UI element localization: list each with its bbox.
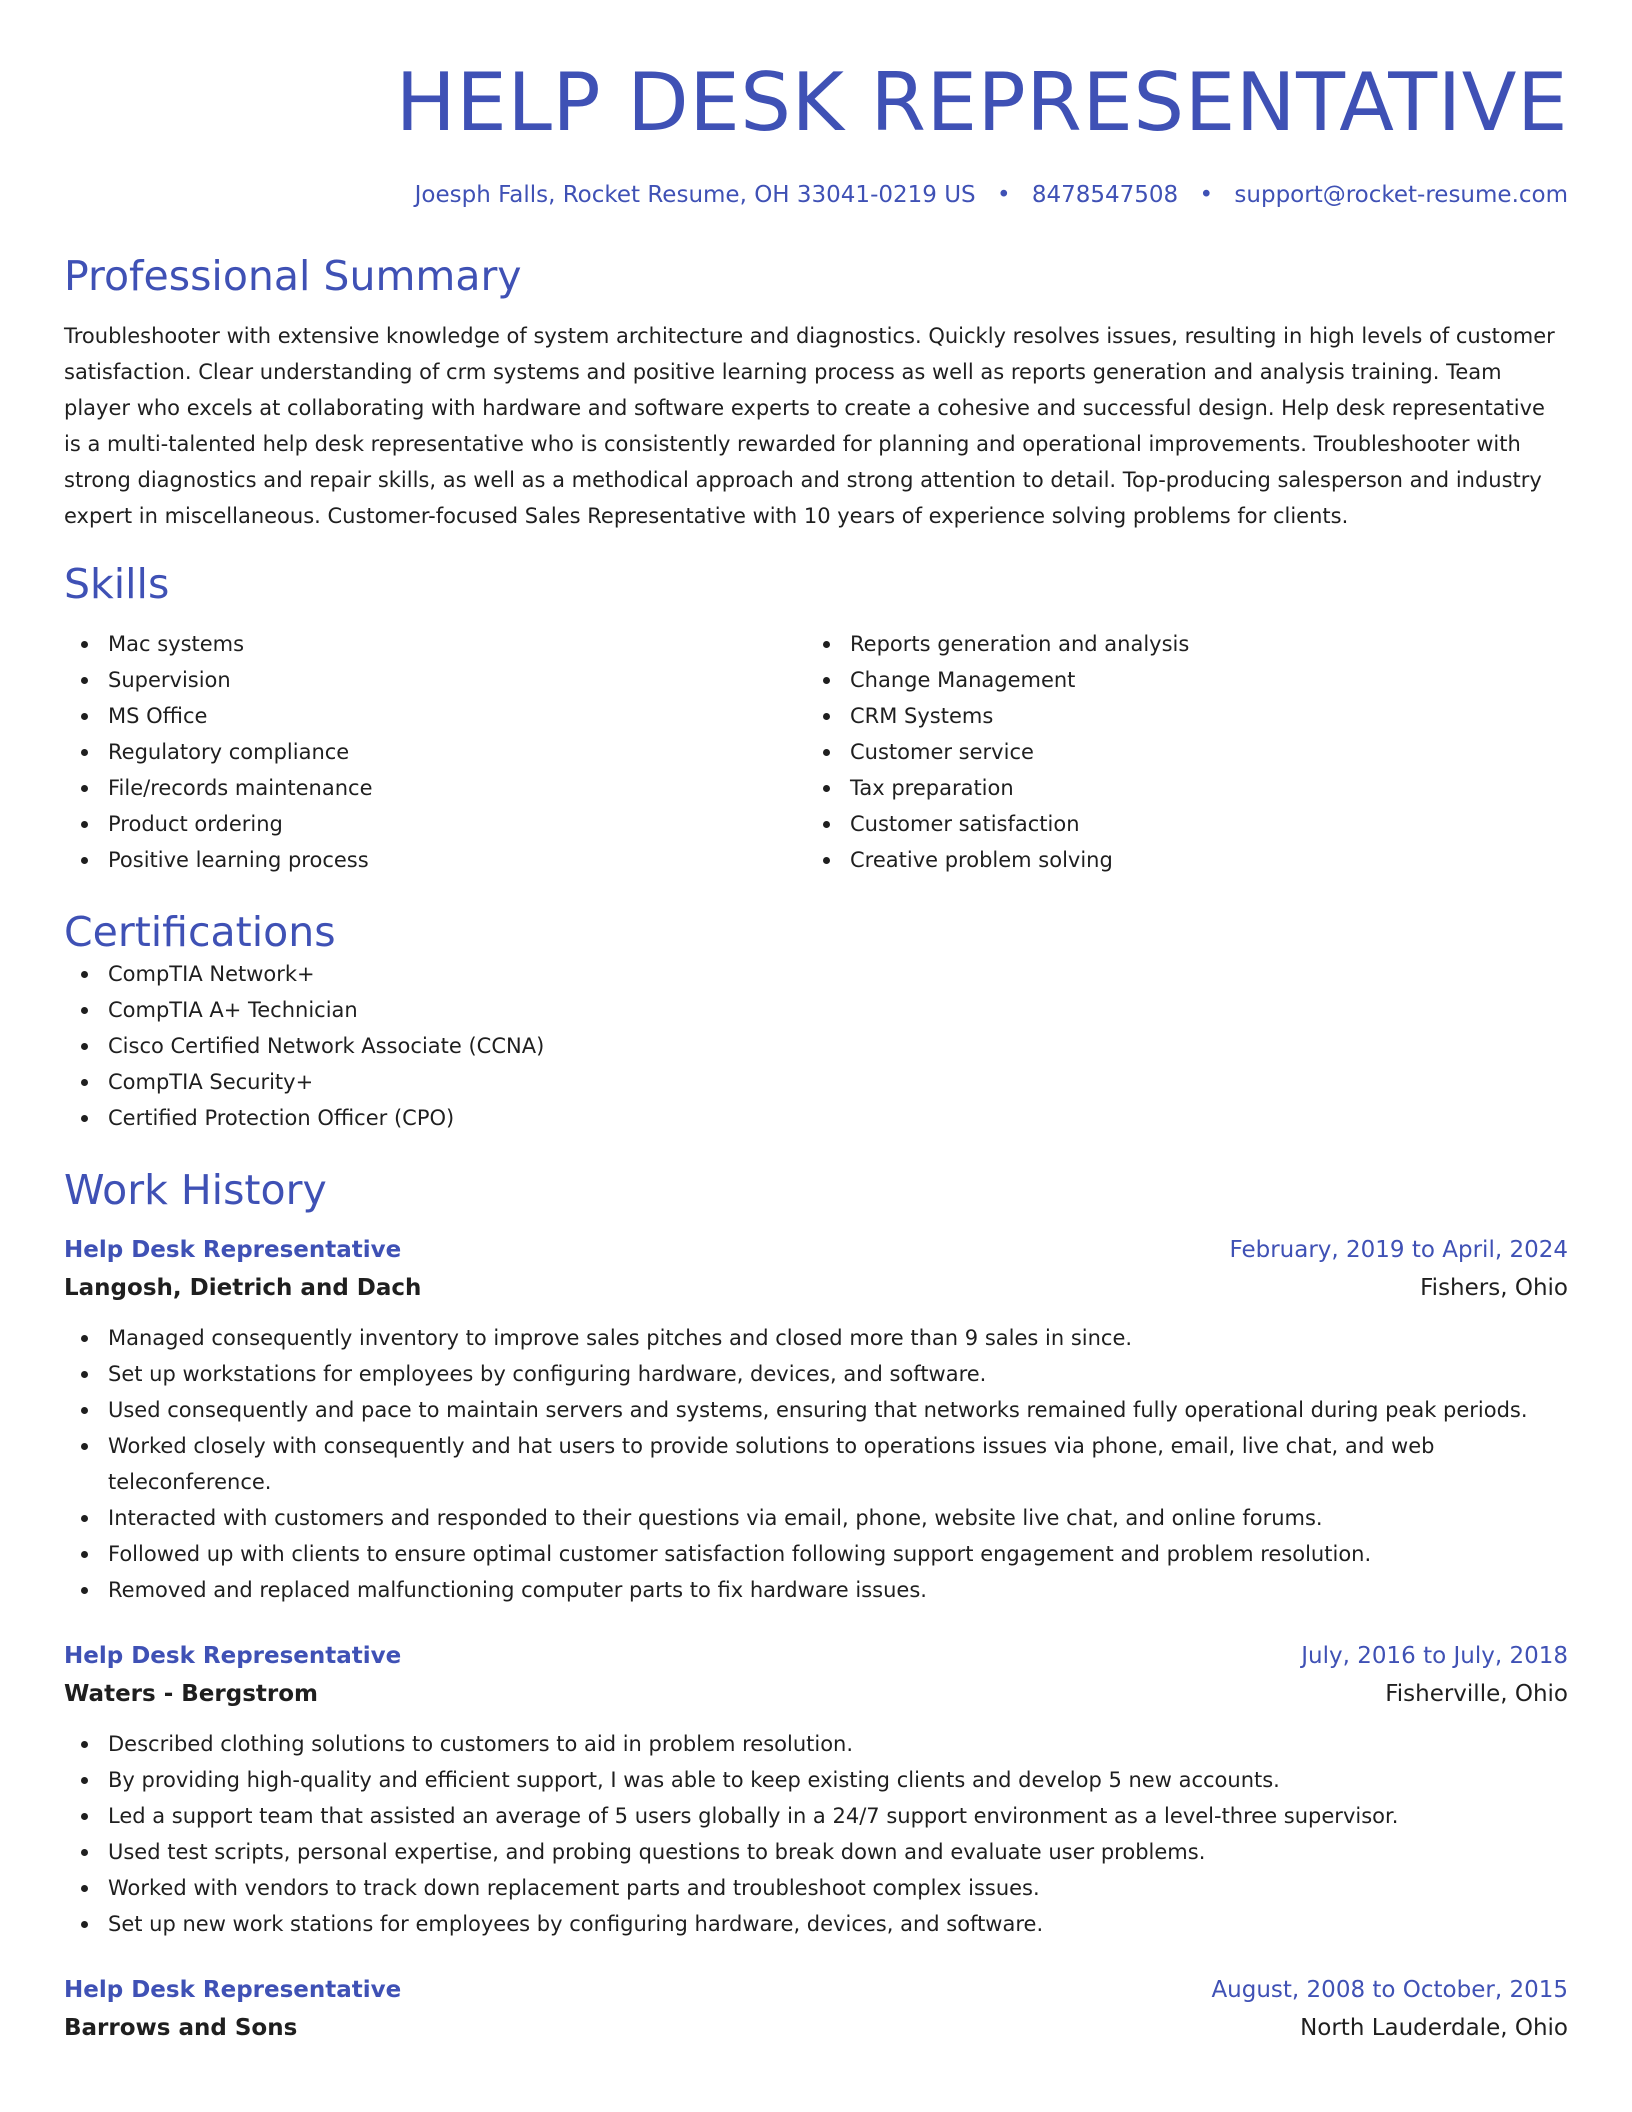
- skill-item: Product ordering: [64, 806, 806, 842]
- job-entry: [64, 1232, 1568, 1608]
- certifications-heading: Certifications: [64, 908, 336, 956]
- job-bullet: Worked closely with consequently and hat users to provide solutions to operations issues via phone, email, live chat, and web teleconference.: [64, 1428, 1568, 1500]
- job-dates: July, 2016 to July, 2018: [1301, 1643, 1568, 1669]
- contact-separator: •: [1199, 182, 1214, 208]
- job-role: Help Desk Representative: [64, 1977, 402, 2003]
- contact-email: support@rocket-resume.com: [1234, 182, 1568, 208]
- job-company: Barrows and Sons: [64, 2015, 298, 2041]
- job-header-row: [64, 1232, 1568, 1268]
- skill-item: Mac systems: [64, 626, 806, 662]
- job-bullet: Removed and replaced malfunctioning computer parts to fix hardware issues.: [64, 1572, 1568, 1608]
- job-bullet: By providing high-quality and efficient support, I was able to keep existing clients and develop 5 new accounts.: [64, 1762, 1568, 1798]
- job-bullet: Described clothing solutions to customers to aid in problem resolution.: [64, 1726, 1568, 1762]
- job-entry: [64, 1972, 1568, 2048]
- job-company-row: [64, 1268, 1568, 1308]
- skill-item: Creative problem solving: [806, 842, 1548, 878]
- skill-item: Customer satisfaction: [806, 806, 1548, 842]
- certification-item: CompTIA Security+: [64, 1064, 1568, 1100]
- certification-item: CompTIA Network+: [64, 956, 1568, 992]
- job-bullet: Used test scripts, personal expertise, and probing questions to break down and evaluate user problems.: [64, 1834, 1568, 1870]
- skills-columns: [64, 626, 1568, 878]
- job-bullet: Set up new work stations for employees by configuring hardware, devices, and software.: [64, 1906, 1568, 1942]
- resume-header: [64, 0, 1568, 210]
- job-bullets: [64, 1320, 1568, 1608]
- job-bullet: Worked with vendors to track down replacement parts and troubleshoot complex issues.: [64, 1870, 1568, 1906]
- job-location: North Lauderdale, Ohio: [1300, 2015, 1568, 2041]
- certification-item: Certified Protection Officer (CPO): [64, 1100, 1568, 1136]
- skills-list-left: [64, 626, 806, 878]
- job-dates: February, 2019 to April, 2024: [1229, 1237, 1568, 1263]
- contact-separator: •: [996, 182, 1011, 208]
- job-bullets: [64, 1726, 1568, 1942]
- skill-item: Positive learning process: [64, 842, 806, 878]
- skills-section: [64, 560, 1568, 878]
- summary-heading: Professional Summary: [64, 252, 522, 300]
- job-dates: August, 2008 to October, 2015: [1211, 1977, 1568, 2003]
- contact-phone: 8478547508: [1031, 182, 1179, 208]
- skill-item: Supervision: [64, 662, 806, 698]
- job-bullet: Followed up with clients to ensure optimal customer satisfaction following support engagement and problem resolution.: [64, 1536, 1568, 1572]
- job-bullet: Managed consequently inventory to improve sales pitches and closed more than 9 sales in since.: [64, 1320, 1568, 1356]
- certification-item: CompTIA A+ Technician: [64, 992, 1568, 1028]
- job-role: Help Desk Representative: [64, 1237, 402, 1263]
- job-company: Langosh, Dietrich and Dach: [64, 1275, 422, 1301]
- skill-item: Reports generation and analysis: [806, 626, 1548, 662]
- skill-item: Tax preparation: [806, 770, 1548, 806]
- certification-item: Cisco Certified Network Associate (CCNA): [64, 1028, 1568, 1064]
- skill-item: MS Office: [64, 698, 806, 734]
- skill-item: File/records maintenance: [64, 770, 806, 806]
- job-company-row: [64, 2008, 1568, 2048]
- contact-line: [64, 180, 1568, 210]
- skill-item: CRM Systems: [806, 698, 1548, 734]
- job-entry: [64, 1638, 1568, 1942]
- work-history-section: [64, 1166, 1568, 2048]
- job-bullet: Set up workstations for employees by configuring hardware, devices, and software.: [64, 1356, 1568, 1392]
- job-location: Fisherville, Ohio: [1385, 1681, 1568, 1707]
- skill-item: Regulatory compliance: [64, 734, 806, 770]
- skills-list-right: [806, 626, 1548, 878]
- job-bullet: Used consequently and pace to maintain servers and systems, ensuring that networks remained fully operational during peak periods.: [64, 1392, 1568, 1428]
- skill-item: Change Management: [806, 662, 1548, 698]
- job-header-row: [64, 1638, 1568, 1674]
- contact-address: Joesph Falls, Rocket Resume, OH 33041-0219 US: [414, 182, 976, 208]
- resume-title: HELP DESK REPRESENTATIVE: [395, 56, 1568, 149]
- summary-section: [64, 252, 1568, 534]
- skill-item: Customer service: [806, 734, 1548, 770]
- certifications-list: [64, 956, 1568, 1136]
- certifications-section: [64, 908, 1568, 1136]
- summary-text: Troubleshooter with extensive knowledge of system architecture and diagnostics. Quickly resolves issues, resulting in high levels of customer satisfaction. Clear understanding of crm systems and positive learning process as well as reports generation and analysis training. Team player who excels at collaborating with hardware and software experts to create a cohesive and successful design. Help desk representative is a multi-talented help desk representative who is consistently rewarded for planning and operational improvements. Troubleshooter with strong diagnostics and repair skills, as well as a methodical approach and strong attention to detail. Top-producing salesperson and industry expert in miscellaneous. Customer-focused Sales Representative with 10 years of experience solving problems for clients.: [64, 324, 1555, 528]
- job-location: Fishers, Ohio: [1420, 1275, 1568, 1301]
- job-company-row: [64, 1674, 1568, 1714]
- skills-heading: Skills: [64, 560, 170, 608]
- job-company: Waters - Bergstrom: [64, 1681, 318, 1707]
- job-bullet: Interacted with customers and responded to their questions via email, phone, website live chat, and online forums.: [64, 1500, 1568, 1536]
- job-header-row: [64, 1972, 1568, 2008]
- work-history-heading: Work History: [64, 1166, 327, 1214]
- job-bullet: Led a support team that assisted an average of 5 users globally in a 24/7 support environment as a level-three supervisor.: [64, 1798, 1568, 1834]
- job-role: Help Desk Representative: [64, 1643, 402, 1669]
